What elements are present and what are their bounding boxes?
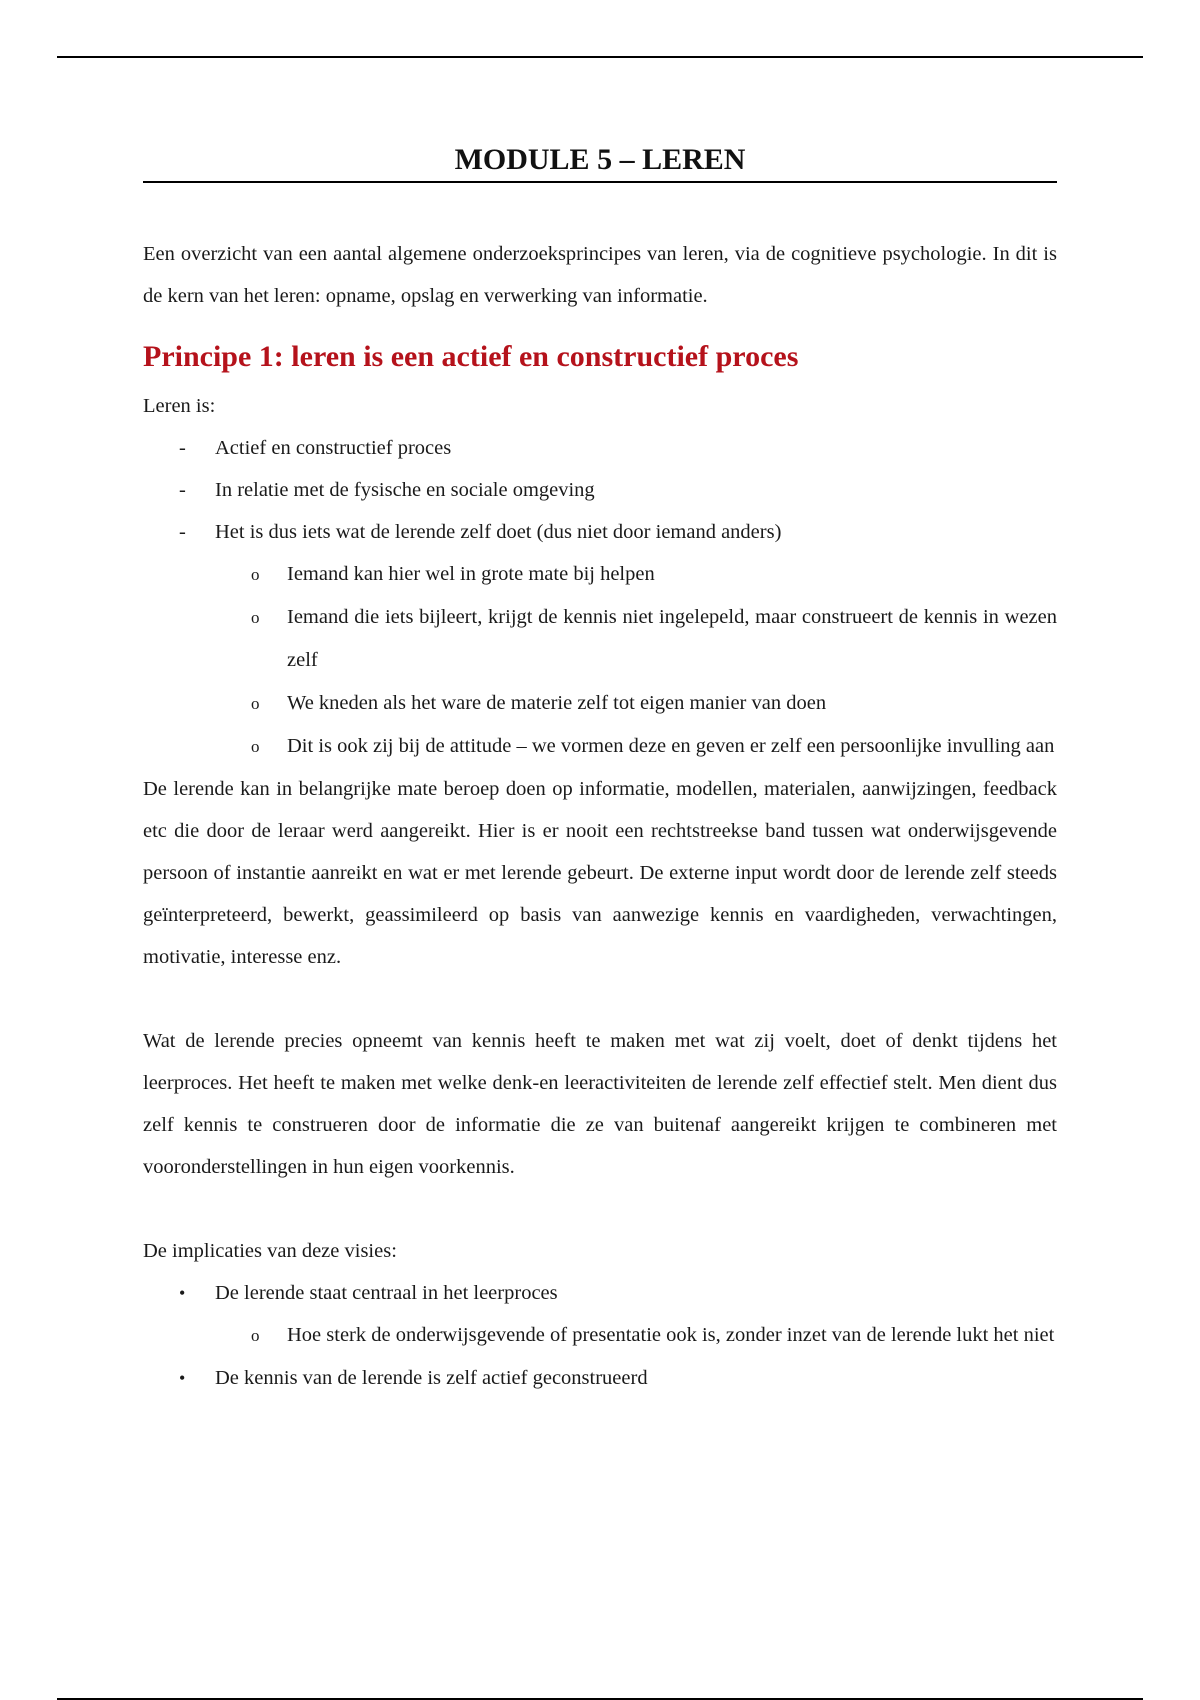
- body-paragraph-1: De lerende kan in belangrijke mate beroep doen op informatie, modellen, materialen, aanwijzingen, feedback etc die door de leraar werd aangereikt. Hier is er nooit een rechtstreekse band tussen wat onderwijsgevende persoon of instantie aanreikt en wat er met lerende gebeurt. De externe input wordt door de lerende zelf steeds geïnterpreteerd, bewerkt, geassimileerd op basis van aanwezige kennis en vaardigheden, verwachtingen, motivatie, interesse enz.: [143, 778, 1057, 968]
- list-item: [143, 1272, 1057, 1357]
- circle-marker: o: [251, 565, 260, 584]
- sub-list: [215, 1314, 1057, 1357]
- top-rule: [57, 56, 1143, 58]
- circle-marker: o: [251, 694, 260, 713]
- section-heading-principle-1: Principe 1: leren is een actief en constructief proces: [143, 340, 799, 373]
- circle-marker: o: [251, 737, 260, 756]
- sub-list-item: [143, 1314, 1057, 1357]
- definition-list: [143, 427, 1057, 768]
- sub-list-item: [143, 553, 1057, 596]
- bullet-marker: •: [179, 1283, 186, 1303]
- sub-list-item-text: We kneden als het ware de materie zelf tot eigen manier van doen: [287, 692, 827, 714]
- list-item-text: Actief en constructief proces: [215, 437, 452, 459]
- sub-list-item-text: Hoe sterk de onderwijsgevende of presentatie ook is, zonder inzet van de lerende lukt het niet: [287, 1324, 1055, 1346]
- page-title: MODULE 5 – LEREN: [143, 142, 1057, 183]
- list-item-text: In relatie met de fysische en sociale omgeving: [215, 479, 595, 501]
- sub-list-item-text: Iemand kan hier wel in grote mate bij helpen: [287, 563, 655, 585]
- body-paragraph-2: Wat de lerende precies opneemt van kennis heeft te maken met wat zij voelt, doet of denkt tijdens het leerproces. Het heeft te maken met welke denk-en leeractiviteiten de lerende zelf effectief stelt. Men dient dus zelf kennis te construeren door de informatie die ze van buitenaf aangereikt krijgen te combineren met vooronderstellingen in hun eigen voorkennis.: [143, 1030, 1057, 1178]
- list-item-text: De lerende staat centraal in het leerproces: [215, 1282, 558, 1304]
- list-item: [143, 1357, 1057, 1399]
- circle-marker: o: [251, 608, 260, 627]
- list-item: [143, 511, 1057, 768]
- sub-list-item: [143, 682, 1057, 725]
- sub-list-item-text: Iemand die iets bijleert, krijgt de kennis niet ingelepeld, maar construeert de kennis in wezen zelf: [287, 606, 1057, 671]
- dash-marker: -: [179, 521, 186, 543]
- implications-label: De implicaties van deze visies:: [143, 1240, 397, 1262]
- list-item: [143, 427, 1057, 469]
- list-label: Leren is:: [143, 395, 216, 417]
- sub-list-item: [143, 725, 1057, 768]
- bullet-marker: •: [179, 1368, 186, 1388]
- list-item-text: Het is dus iets wat de lerende zelf doet (dus niet door iemand anders): [215, 521, 782, 543]
- document-body: [143, 142, 1057, 1399]
- list-item: [143, 469, 1057, 511]
- sub-list-item-text: Dit is ook zij bij de attitude – we vormen deze en geven er zelf een persoonlijke invulling aan: [287, 735, 1055, 757]
- sub-list-item: [143, 596, 1057, 682]
- dash-marker: -: [179, 437, 186, 459]
- intro-paragraph: Een overzicht van een aantal algemene onderzoeksprincipes van leren, via de cognitieve psychologie. In dit is de kern van het leren: opname, opslag en verwerking van informatie.: [143, 243, 1057, 307]
- dash-marker: -: [179, 479, 186, 501]
- list-item-text: De kennis van de lerende is zelf actief geconstrueerd: [215, 1367, 648, 1389]
- implications-list: [143, 1272, 1057, 1399]
- paragraph-gap: [143, 978, 1057, 1020]
- paragraph-gap: [143, 1188, 1057, 1230]
- circle-marker: o: [251, 1326, 260, 1345]
- sub-list: [215, 553, 1057, 768]
